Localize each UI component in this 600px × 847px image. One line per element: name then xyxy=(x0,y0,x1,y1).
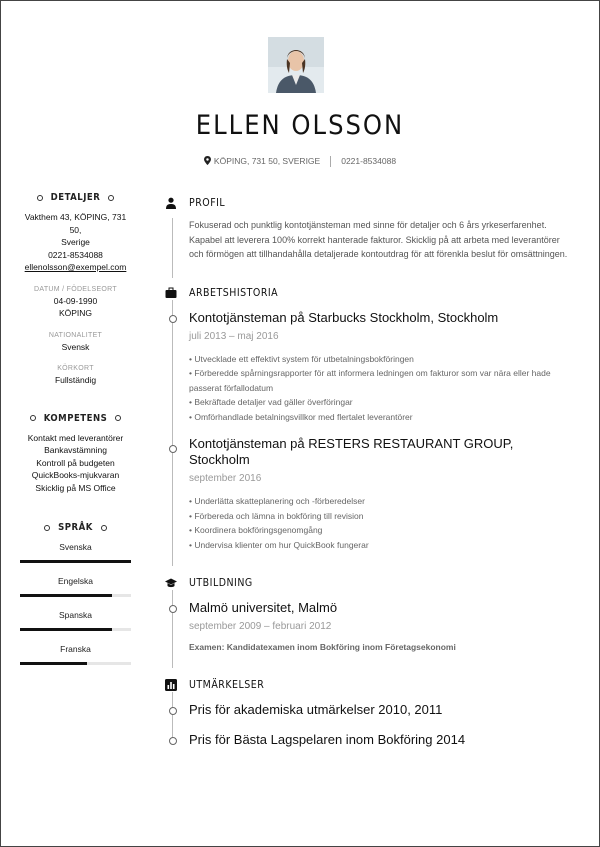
nationality-value: Svensk xyxy=(61,341,90,352)
bullet-item: • Bekräftade detaljer vad gäller överföringar xyxy=(189,397,353,407)
dot-icon xyxy=(115,415,121,421)
language-level-fill xyxy=(20,628,112,631)
dot-icon xyxy=(44,525,50,531)
timeline-line xyxy=(172,692,173,742)
job-dates: september 2016 xyxy=(189,473,262,484)
main-content xyxy=(165,196,575,748)
education-section xyxy=(165,590,575,668)
language-name: Spanska xyxy=(58,610,93,620)
person-icon xyxy=(165,197,177,209)
skill-item: Kontroll på budgeten xyxy=(36,457,115,468)
profile-text: Fokuserad och punktlig kontotjänsteman med sinne för detaljer och 6 års yrkeserfarenhet. Kapabel att leverera 100% korrekt hanterade fakturor. Skicklig på att arbeta med leverantörer och förmögen att tillhandahålla detaljerade kontoutdrag för att förenkla beslut för omsättningen. xyxy=(189,220,568,259)
language-list xyxy=(18,541,133,665)
address-line2: Sverige xyxy=(61,237,90,247)
nationality-label: NATIONALITET xyxy=(48,331,103,339)
skill-item: Bankavstämning xyxy=(44,445,107,455)
language-level-bar xyxy=(20,662,131,665)
details-heading: DETALJER xyxy=(18,192,133,203)
job-title: Kontotjänsteman på RESTERS RESTAURANT GROUP, Stockholm xyxy=(189,436,514,467)
license-value: Fullständig xyxy=(54,375,97,385)
email-link[interactable]: ellenolsson@exempel.com xyxy=(24,262,127,272)
dot-icon xyxy=(37,195,43,201)
profile-heading: PROFIL xyxy=(165,196,575,210)
applicant-name: ELLEN OLSSON xyxy=(195,110,405,141)
bullet-item: • Koordinera bokföringsgenomgång xyxy=(189,525,323,535)
graduation-cap-icon xyxy=(165,577,177,589)
timeline-node xyxy=(169,707,177,715)
bullet-item: • Förbereda och lämna in bokföring till revision xyxy=(189,510,364,521)
school-name: Malmö universitet, Malmö xyxy=(189,600,338,615)
skill-item: Skicklig på MS Office xyxy=(35,482,116,493)
address-line1: Vakthem 43, KÖPING, 731 50, xyxy=(24,212,127,235)
language-level-bar xyxy=(20,628,131,631)
bullet-item: • Utvecklade ett effektivt system för utbetalningsbokföringen xyxy=(189,353,414,364)
language-level-bar xyxy=(20,594,131,597)
timeline-node xyxy=(169,605,177,613)
skills-heading: KOMPETENS xyxy=(18,413,133,424)
location-pin-icon xyxy=(204,156,211,165)
dot-icon xyxy=(108,195,114,201)
sidebar xyxy=(18,192,133,677)
language-level-fill xyxy=(20,662,87,665)
degree-note: Examen: Kandidatexamen inom Bokföring inom Företagsekonomi xyxy=(189,642,456,652)
awards-heading: UTMÄRKELSER xyxy=(165,678,575,692)
license-label: KÖRKORT xyxy=(57,365,94,372)
dot-icon xyxy=(30,415,36,421)
contact-divider xyxy=(330,156,331,167)
timeline-node xyxy=(169,737,177,745)
award-item: Pris för Bästa Lagspelaren inom Bokföring 2014 xyxy=(189,732,466,747)
language-name: Svenska xyxy=(59,542,92,552)
language-level-fill xyxy=(20,560,131,563)
award-item: Pris för akademiska utmärkelser 2010, 2011 xyxy=(189,702,443,717)
dot-icon xyxy=(101,525,107,531)
timeline-node xyxy=(169,315,177,323)
dob-value: 04-09-1990 xyxy=(53,295,98,306)
bullet-item: • Förberedde spårningsrapporter för att informera ledningen om fakturor som var nära eller hade passerat förfallodatum xyxy=(189,368,551,393)
dob-label: DATUM / FÖDELSEORT xyxy=(34,285,117,293)
languages-heading: SPRÅK xyxy=(18,522,133,533)
language-name: Engelska xyxy=(58,576,93,586)
job-dates: juli 2013 – maj 2016 xyxy=(189,330,279,342)
bullet-item: • Undervisa klienter om hur QuickBook fungerar xyxy=(189,539,369,550)
awards-section xyxy=(165,692,575,748)
education-heading: UTBILDNING xyxy=(165,576,575,590)
language-level-fill xyxy=(20,594,112,597)
profile-photo xyxy=(268,37,324,93)
contact-phone: 0221-8534088 xyxy=(341,156,397,166)
timeline-line xyxy=(172,300,173,567)
bullet-item: • Underlätta skatteplanering och -förberedelser xyxy=(189,496,365,506)
bullet-item: • Omförhandlade betalningsvillkor med flertalet leverantörer xyxy=(189,411,413,422)
briefcase-icon xyxy=(165,287,177,299)
education-dates: september 2009 – februari 2012 xyxy=(189,621,332,632)
language-name: Franska xyxy=(60,644,91,654)
timeline-node xyxy=(169,445,177,453)
birthplace-value: KÖPING xyxy=(58,308,93,318)
timeline-line xyxy=(172,590,173,668)
job-bullets xyxy=(189,352,575,425)
job-bullets xyxy=(189,494,575,566)
language-level-bar xyxy=(20,560,131,563)
work-section xyxy=(165,300,575,567)
timeline-line xyxy=(172,218,173,278)
job-title: Kontotjänsteman på Starbucks Stockholm, Stockholm xyxy=(189,309,499,325)
skill-item: QuickBooks-mjukvaran xyxy=(31,470,120,480)
work-heading: ARBETSHISTORIA xyxy=(165,286,575,300)
contact-location: KÖPING, 731 50, SVERIGE xyxy=(213,156,321,166)
details-phone: 0221-8534088 xyxy=(48,249,103,260)
bar-chart-icon xyxy=(165,679,177,691)
profile-section xyxy=(165,218,575,278)
contact-line xyxy=(0,156,600,167)
skill-item: Kontakt med leverantörer xyxy=(27,432,124,443)
